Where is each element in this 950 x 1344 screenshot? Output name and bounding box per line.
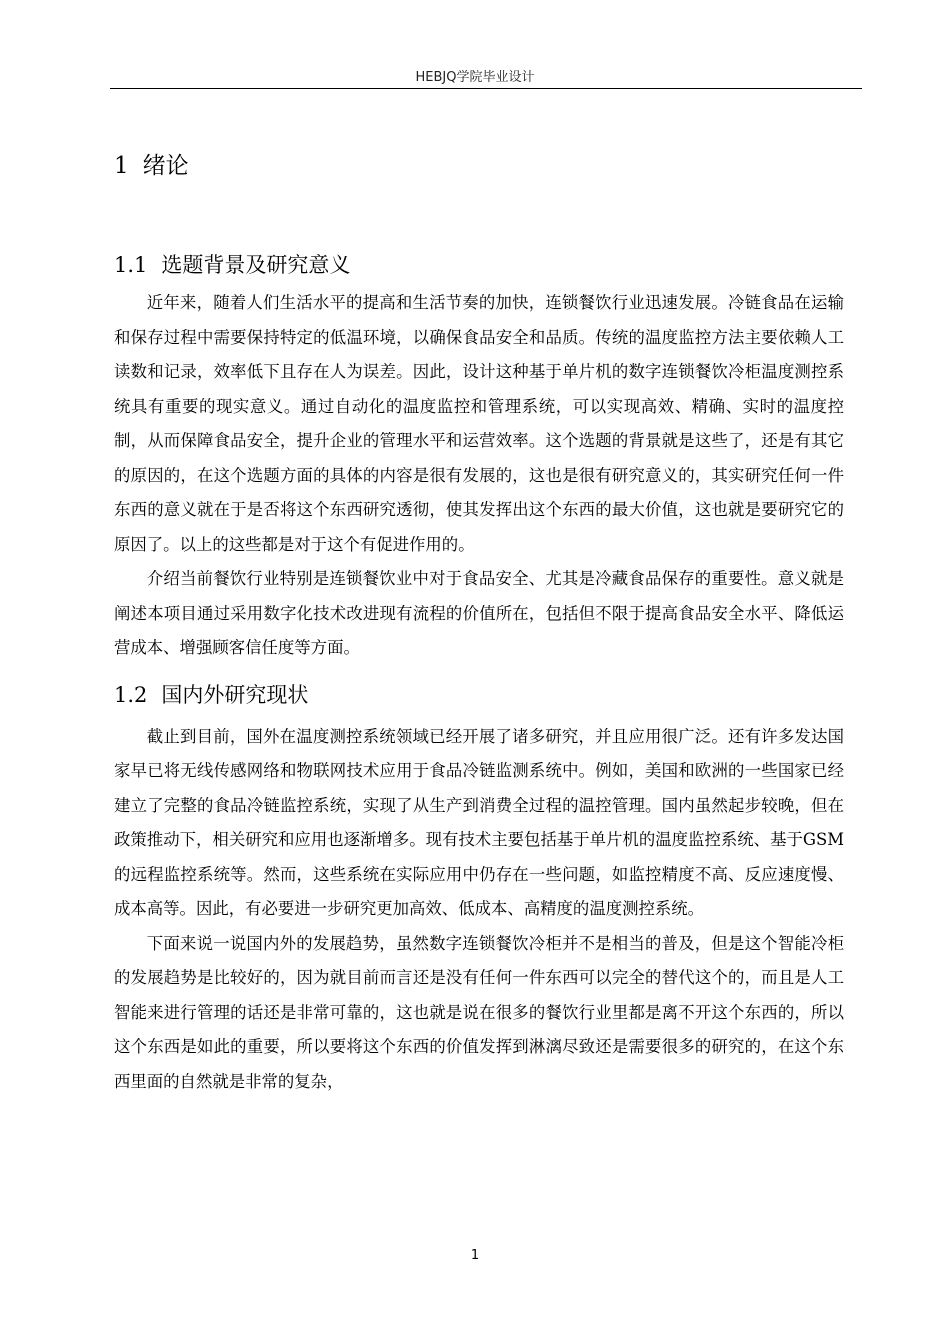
section-title-text: 国内外研究现状 — [161, 682, 309, 707]
paragraph: 下面来说一说国内外的发展趋势，虽然数字连锁餐饮冷柜并不是相当的普及，但是这个智能冷柜的发展趋势是比较好的，因为就目前而言还是没有任何一件东西可以完全的替代这个的，而且是人工智能来进行管理的话还是非常可靠的，这也就是说在很多的餐饮行业里都是离不开这个东西的，所以这个东西是如此的重要，所以要将这个东西的价值发挥到淋漓尽致还是需要很多的研究的，在这个东西里面的自然就是非常的复杂， — [114, 933, 844, 1091]
chapter-title-text: 绪论 — [142, 153, 189, 179]
document-body — [114, 150, 844, 1099]
paragraph: 近年来，随着人们生活水平的提高和生活节奏的加快，连锁餐饮行业迅速发展。冷链食品在运输和保存过程中需要保持特定的低温环境，以确保食品安全和品质。传统的温度监控方法主要依赖人工读数和记录，效率低下且存在人为误差。因此，设计这种基于单片机的数字连锁餐饮冷柜温度测控系统具有重要的现实意义。通过自动化的温度监控和管理系统，可以实现高效、精确、实时的温度控制，从而保障食品安全，提升企业的管理水平和运营效率。这个选题的背景就是这些了，还是有其它的原因的，在这个选题方面的具体的内容是很有发展的，这也是很有研究意义的，其实研究任何一件东西的意义就在于是否将这个东西研究透彻，使其发挥出这个东西的最大价值，这也就是要研究它的原因了。以上的这些都是对于这个有促进作用的。 — [114, 293, 844, 554]
page-header: HEBJQ学院毕业设计 — [415, 70, 535, 85]
header-rule — [110, 88, 862, 89]
chapter-number: 1 — [114, 153, 129, 179]
section-title-1-2 — [114, 680, 844, 710]
paragraph: 介绍当前餐饮行业特别是连锁餐饮业中对于食品安全、尤其是冷藏食品保存的重要性。意义就是阐述本项目通过采用数字化技术改进现有流程的价值所在，包括但不限于提高食品安全水平、降低运营成本、增强顾客信任度等方面。 — [114, 569, 844, 657]
section-title-text: 选题背景及研究意义 — [161, 253, 351, 277]
paragraph: 截止到目前，国外在温度测控系统领域已经开展了诸多研究，并且应用很广泛。还有许多发达国家早已将无线传感网络和物联网技术应用于食品冷链监测系统中。例如，美国和欧洲的一些国家已经建立了完整的食品冷链监控系统，实现了从生产到消费全过程的温控管理。国内虽然起步较晚，但在政策推动下，相关研究和应用也逐渐增多。现有技术主要包括基于单片机的温度监控系统、基于GSM的远程监控系统等。然而，这些系统在实际应用中仍存在一些问题，如监控精度不高、反应速度慢、成本高等。因此，有必要进一步研究更加高效、低成本、高精度的温度测控系统。 — [114, 726, 844, 918]
section-title-1-1 — [114, 250, 844, 280]
chapter-title — [114, 150, 844, 182]
page-number: 1 — [470, 1248, 480, 1263]
section-number: 1.1 — [114, 253, 148, 277]
section-number: 1.2 — [114, 682, 148, 707]
